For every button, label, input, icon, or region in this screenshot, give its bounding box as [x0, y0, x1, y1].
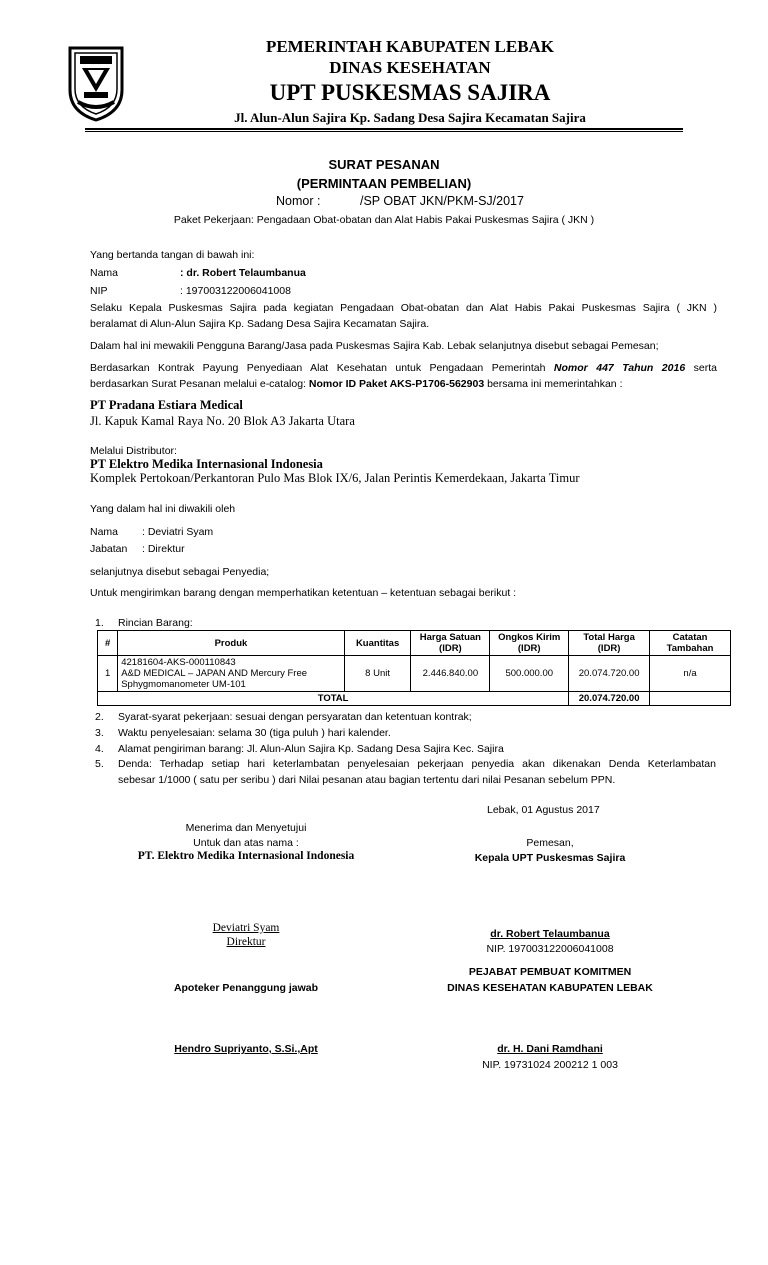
header-department: DINAS KESEHATAN	[329, 58, 491, 77]
ppk-department: DINAS KESEHATAN KABUPATEN LEBAK	[447, 982, 653, 994]
representative-title-value: : Direktur	[142, 543, 185, 555]
distributor-label: Melalui Distributor:	[90, 445, 177, 457]
header-address: Jl. Alun-Alun Sajira Kp. Sadang Desa Sajira Kecamatan Sajira	[234, 110, 586, 125]
pharmacist-name: Hendro Supriyanto, S.Si.,Apt	[174, 1043, 318, 1055]
ppk-title: PEJABAT PEMBUAT KOMITMEN	[468, 966, 632, 978]
col-header-product: Produk	[118, 631, 345, 656]
term-4-text: Alamat pengiriman barang: Jl. Alun-Alun Sajira Kp. Sadang Desa Sajira Kec. Sajira	[118, 743, 504, 755]
signer-nip-value: : 197003122006041008	[180, 285, 291, 297]
acceptor-line2: Untuk dan atas nama :	[193, 837, 299, 849]
header-government: PEMERINTAH KABUPATEN LEBAK	[265, 37, 555, 56]
col-header-no: #	[98, 631, 118, 656]
provider-signatory-name: Deviatri Syam	[212, 922, 280, 934]
orderer-signatory-nip: NIP. 197003122006041008	[486, 943, 614, 955]
orderer-signatory-name: dr. Robert Telaumbanua	[490, 928, 610, 940]
table-total-row	[98, 692, 731, 706]
representative-title-label: Jabatan	[90, 543, 128, 555]
cell-no: 1	[98, 656, 118, 692]
item-section-label: Rincian Barang:	[118, 617, 193, 629]
header-institution: UPT PUSKESMAS SAJIRA	[269, 80, 551, 105]
total-label: TOTAL	[98, 692, 569, 706]
signer-name-value: : dr. Robert Telaumbanua	[180, 267, 306, 279]
package-description: Paket Pekerjaan: Pengadaan Obat-obatan dan Alat Habis Pakai Puskesmas Sajira ( JKN )	[173, 214, 595, 226]
contract-paragraph-line1: Berdasarkan Kontrak Payung Penyediaan Alat Kesehatan untuk Pengadaan Pemerintah Nomor 447 Tahun 2016 serta	[90, 362, 717, 374]
items-table	[97, 630, 731, 706]
supplier-address: Jl. Kapuk Kamal Raya No. 20 Blok A3 Jakarta Utara	[90, 414, 355, 428]
col-header-quantity: Kuantitas	[344, 631, 411, 656]
signer-intro: Yang bertanda tangan di bawah ini:	[90, 249, 255, 261]
orderer-label: Pemesan,	[526, 837, 574, 849]
letter-title: SURAT PESANAN	[328, 157, 440, 172]
item-section-number: 1.	[95, 617, 104, 629]
ppk-nip: NIP. 19731024 200212 1 003	[482, 1059, 618, 1071]
representative-name-label: Nama	[90, 526, 119, 538]
cell-quantity: 8 Unit	[344, 656, 411, 692]
distributor-name: PT Elektro Medika Internasional Indonesia	[90, 457, 323, 471]
letter-subtitle: (PERMINTAAN PEMBELIAN)	[296, 176, 472, 191]
total-notes-empty	[650, 692, 731, 706]
term-2-number: 2.	[95, 711, 104, 723]
term-2-text: Syarat-syarat pekerjaan: sesuai dengan persyaratan dan ketentuan kontrak;	[118, 711, 472, 723]
term-5-text-cont: sebesar 1/1000 ( satu per seribu ) dari Nilai pesanan atau bagian tertentu dari nilai Pesanan sebelum PPN.	[118, 774, 616, 786]
nomor-value: /SP OBAT JKN/PKM-SJ/2017	[360, 194, 524, 208]
pharmacist-title: Apoteker Penanggung jawab	[173, 982, 319, 994]
header-divider	[85, 128, 683, 130]
provider-designation: selanjutnya disebut sebagai Penyedia;	[90, 566, 270, 578]
term-4-number: 4.	[95, 743, 104, 755]
cell-product	[118, 656, 345, 692]
representative-name-value: : Deviatri Syam	[142, 526, 214, 538]
term-5-text: Denda: Terhadap setiap hari keterlambatan penyelesaian pekerjaan penyedia akan dikenakan Denda Keterlambatan	[118, 758, 716, 770]
signer-nip-label: NIP	[90, 285, 108, 297]
delivery-instruction: Untuk mengirimkan barang dengan memperhatikan ketentuan – ketentuan sebagai berikut :	[90, 587, 517, 599]
ppk-name: dr. H. Dani Ramdhani	[497, 1043, 603, 1055]
term-3-text: Waktu penyelesaian: selama 30 (tiga puluh ) hari kalender.	[118, 727, 391, 739]
contract-paragraph-line2: berdasarkan Surat Pesanan melalui e-catalog: Nomor ID Paket AKS-P1706-562903 bersama ini memerintahkan :	[90, 378, 623, 390]
header-divider-thin	[85, 131, 683, 132]
provider-signatory-title: Direktur	[226, 936, 266, 948]
nomor-label: Nomor :	[276, 194, 321, 208]
table-row	[98, 656, 731, 692]
signer-role-line2: beralamat di Alun-Alun Sajira Kp. Sadang Desa Sajira Kecamatan Sajira.	[90, 318, 430, 330]
signer-name-label: Nama	[90, 267, 119, 279]
col-header-total: Total Harga (IDR)	[569, 631, 650, 656]
representation-paragraph: Dalam hal ini mewakili Pengguna Barang/Jasa pada Puskesmas Sajira Kab. Lebak selanjutnya disebut sebagai Pemesan;	[90, 340, 659, 352]
cell-notes: n/a	[650, 656, 731, 692]
orderer-position: Kepala UPT Puskesmas Sajira	[474, 852, 626, 864]
total-value: 20.074.720.00	[569, 692, 650, 706]
district-emblem-logo	[66, 42, 126, 122]
col-header-unit-price: Harga Satuan (IDR)	[411, 631, 490, 656]
cell-shipping: 500.000.00	[490, 656, 569, 692]
place-date: Lebak, 01 Agustus 2017	[487, 804, 600, 816]
product-brand: A&D MEDICAL – JAPAN AND Mercury Free	[121, 668, 308, 679]
signer-role-line1: Selaku Kepala Puskesmas Sajira pada kegiatan Pengadaan Obat-obatan dan Alat Habis Pakai Puskesmas Sajira ( JKN )	[90, 302, 717, 314]
product-code: 42181604-AKS-000110843	[121, 657, 236, 668]
acceptor-line1: Menerima dan Menyetujui	[185, 822, 307, 834]
product-name: Sphygmomanometer UM-101	[121, 679, 246, 690]
cell-total: 20.074.720.00	[569, 656, 650, 692]
acceptor-company: PT. Elektro Medika Internasional Indonesia	[137, 850, 355, 862]
distributor-address: Komplek Pertokoan/Perkantoran Pulo Mas Blok IX/6, Jalan Perintis Kemerdekaan, Jakarta Timur	[90, 471, 580, 485]
col-header-notes: Catatan Tambahan	[650, 631, 731, 656]
supplier-name: PT Pradana Estiara Medical	[90, 398, 243, 412]
term-5-number: 5.	[95, 758, 104, 770]
representative-intro: Yang dalam hal ini diwakili oleh	[90, 503, 236, 515]
table-header-row	[98, 631, 731, 656]
cell-unit-price: 2.446.840.00	[411, 656, 490, 692]
term-3-number: 3.	[95, 727, 104, 739]
col-header-shipping: Ongkos Kirim (IDR)	[490, 631, 569, 656]
